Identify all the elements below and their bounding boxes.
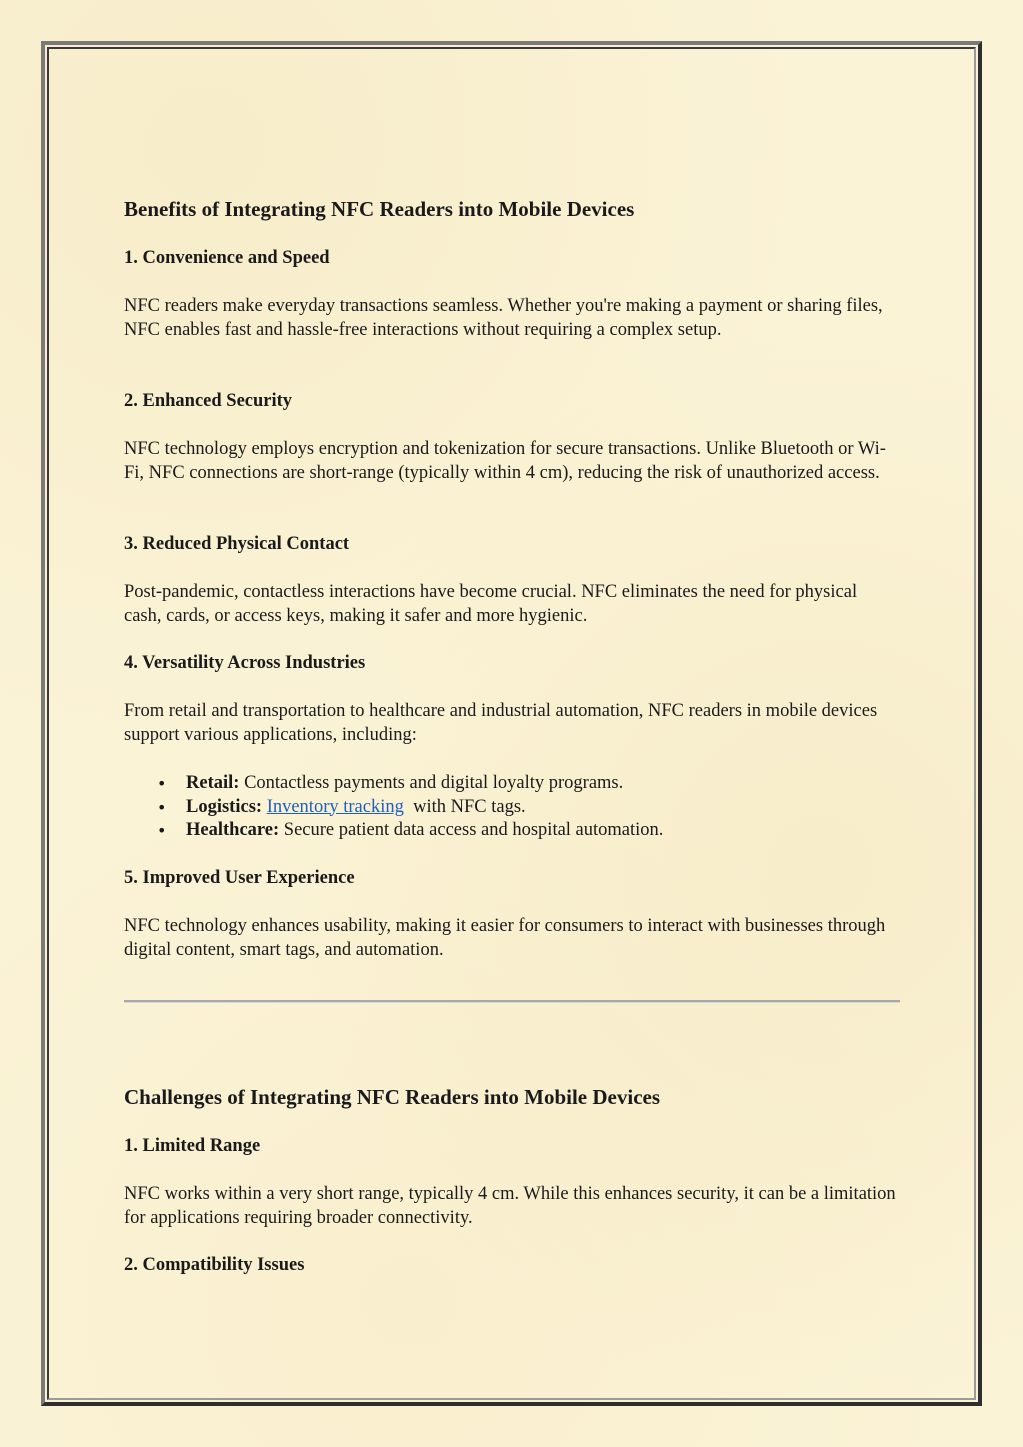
benefits-title: Benefits of Integrating NFC Readers into Mobile Devices: [124, 197, 635, 221]
benefit-body-convenience: NFC readers make everyday transactions seamless. Whether you're making a payment or sharing files, NFC enables fast and hassle-free interactions without requiring a complex setup.: [124, 296, 883, 340]
benefit-heading-versatility: 4. Versatility Across Industries: [124, 653, 366, 673]
list-item-text: Contactless payments and digital loyalty programs.: [239, 773, 624, 793]
section-divider: [124, 1000, 900, 1003]
list-item-text: with NFC tags.: [403, 796, 526, 817]
challenge-body-range: NFC works within a very short range, typically 4 cm. While this enhances security, it can be a limitation for applications requiring broader connectivity.: [124, 1184, 896, 1228]
list-item-label: Healthcare:: [186, 820, 280, 840]
benefit-heading-security: 2. Enhanced Security: [124, 391, 293, 411]
inventory-tracking-link[interactable]: Inventory tracking: [266, 796, 404, 817]
benefit-heading-contact: 3. Reduced Physical Contact: [124, 534, 350, 554]
benefit-body-security: NFC technology employs encryption and tokenization for secure transactions. Unlike Bluetooth or Wi-Fi, NFC connections are short-range (typically within 4 cm), reducing the risk of unauthorized access.: [124, 439, 886, 483]
benefit-heading-convenience: 1. Convenience and Speed: [124, 248, 330, 268]
list-item: [124, 819, 899, 843]
benefit-body-contact: Post-pandemic, contactless interactions have become crucial. NFC eliminates the need for physical cash, cards, or access keys, making it safer and more hygienic.: [124, 582, 858, 626]
challenge-heading-compatibility: 2. Compatibility Issues: [124, 1255, 305, 1275]
list-item: [124, 772, 899, 796]
list-item-label: Retail:: [186, 773, 240, 793]
industry-list: [124, 772, 899, 843]
challenge-heading-range: 1. Limited Range: [124, 1136, 261, 1156]
list-item-label: Logistics:: [186, 796, 263, 817]
benefit-body-versatility: From retail and transportation to healthcare and industrial automation, NFC readers in mobile devices support various applications, including:: [124, 701, 878, 745]
list-item-text: Secure patient data access and hospital automation.: [279, 820, 664, 840]
benefit-heading-ux: 5. Improved User Experience: [124, 868, 355, 888]
challenges-title: Challenges of Integrating NFC Readers into Mobile Devices: [124, 1085, 661, 1109]
list-item: [124, 796, 899, 820]
benefit-body-ux: NFC technology enhances usability, making it easier for consumers to interact with businesses through digital content, smart tags, and automation.: [124, 916, 886, 960]
